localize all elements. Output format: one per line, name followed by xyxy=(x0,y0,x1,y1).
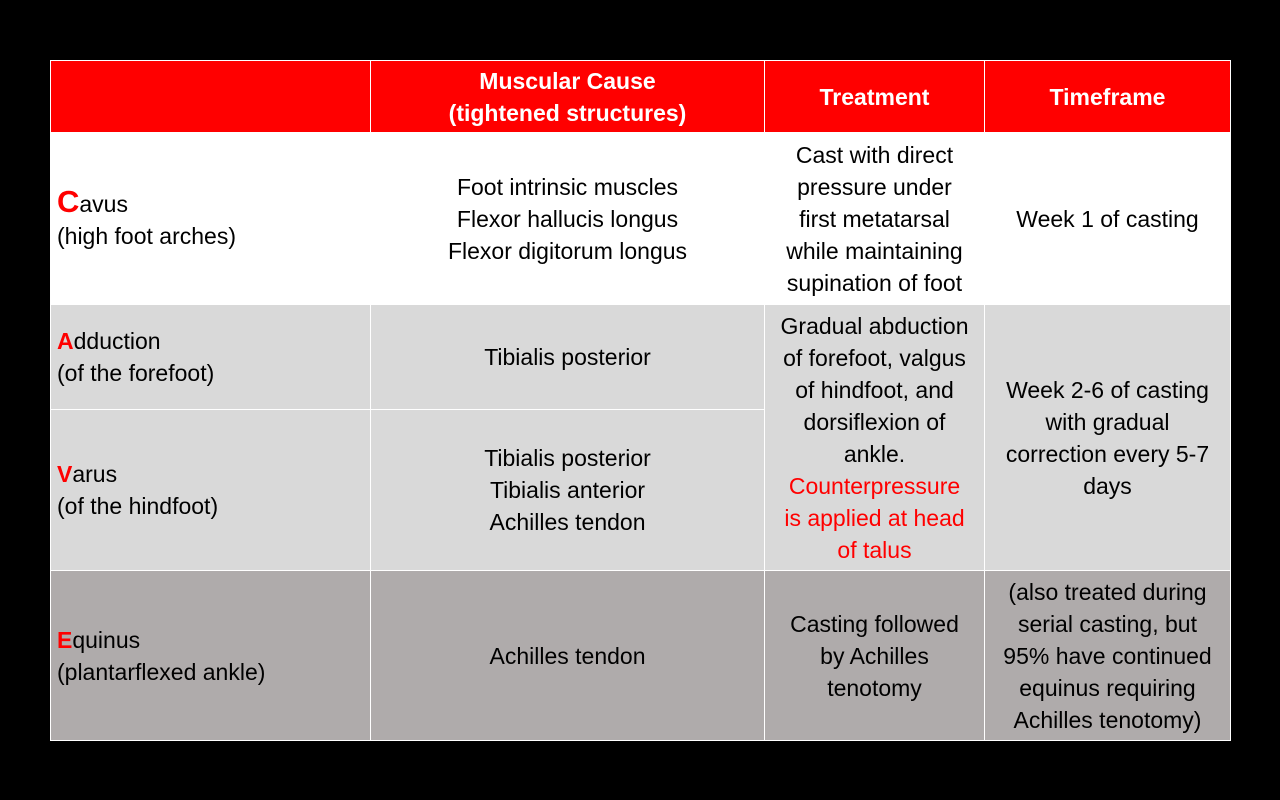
row-cavus xyxy=(51,133,1231,305)
cavus-treatment-line: while maintaining xyxy=(786,237,963,264)
cavus-cause-line: Foot intrinsic muscles xyxy=(456,173,679,200)
equinus-timeframe-line: equinus requiring xyxy=(1019,674,1196,701)
equinus-term: quinus xyxy=(72,626,141,653)
equinus-initial: E xyxy=(57,626,73,653)
varus-term: arus xyxy=(72,461,118,487)
cavus-term: avus xyxy=(79,190,128,217)
equinus-timeframe-line: serial casting, but xyxy=(1018,610,1197,637)
varus-name-cell xyxy=(51,410,371,571)
varus-initial: V xyxy=(57,461,73,487)
cavus-description: (high foot arches) xyxy=(57,222,236,249)
equinus-timeframe-cell xyxy=(985,571,1231,741)
adduction-cause-cell: Tibialis posterior xyxy=(371,305,765,410)
equinus-name-cell xyxy=(51,571,371,741)
shared-treatment-line: ankle. xyxy=(843,440,906,467)
equinus-description: (plantarflexed ankle) xyxy=(57,658,266,685)
header-blank-cell xyxy=(51,61,371,133)
header-muscular-cause-line1: Muscular Cause xyxy=(479,67,656,94)
equinus-cause-cell: Achilles tendon xyxy=(371,571,765,741)
adduction-initial: A xyxy=(57,328,74,354)
varus-description: (of the hindfoot) xyxy=(57,493,219,519)
shared-timeframe-line: with gradual xyxy=(1045,408,1170,435)
cavus-timeframe-cell: Week 1 of casting xyxy=(985,133,1231,305)
cavus-treatment-line: first metatarsal xyxy=(799,205,950,232)
equinus-treatment-cell xyxy=(765,571,985,741)
row-equinus xyxy=(51,571,1231,741)
adduction-name-cell xyxy=(51,305,371,410)
shared-treatment-cell xyxy=(765,305,985,571)
cavus-treatment-line: pressure under xyxy=(797,173,952,200)
equinus-treatment-line: by Achilles xyxy=(820,642,929,669)
cavus-cause-line: Flexor hallucis longus xyxy=(456,205,679,232)
header-treatment: Treatment xyxy=(765,61,985,133)
header-row xyxy=(51,61,1231,133)
shared-timeframe-line: days xyxy=(1083,472,1132,499)
adduction-term: dduction xyxy=(73,328,161,354)
shared-treatment-line: of forefoot, valgus xyxy=(783,344,966,371)
row-adduction xyxy=(51,305,1231,410)
counterpressure-note: Counterpressure xyxy=(788,472,961,499)
clubfoot-table xyxy=(50,60,1231,741)
shared-timeframe-cell xyxy=(985,305,1231,571)
varus-cause-line: Tibialis posterior xyxy=(484,445,651,471)
header-muscular-cause-line2: (tightened structures) xyxy=(448,99,687,126)
equinus-timeframe-line: Achilles tenotomy) xyxy=(1013,706,1202,733)
cavus-cause-cell xyxy=(371,133,765,305)
varus-cause-line: Tibialis anterior xyxy=(489,477,646,503)
equinus-treatment-line: Casting followed xyxy=(790,610,959,637)
shared-treatment-line: dorsiflexion of xyxy=(803,408,946,435)
varus-cause-line: Achilles tendon xyxy=(489,509,646,535)
varus-cause-cell xyxy=(371,410,765,571)
cavus-treatment-line: Cast with direct xyxy=(795,141,954,168)
cavus-initial: C xyxy=(57,183,80,219)
cavus-treatment-cell xyxy=(765,133,985,305)
shared-treatment-line: Gradual abduction xyxy=(780,312,969,339)
cavus-treatment-line: supination of foot xyxy=(786,269,963,296)
shared-treatment-line: of hindfoot, and xyxy=(795,376,954,403)
counterpressure-note: is applied at head xyxy=(784,504,965,531)
counterpressure-note: of talus xyxy=(837,536,912,563)
equinus-timeframe-line: 95% have continued xyxy=(1003,642,1212,669)
cavus-name-cell xyxy=(51,133,371,305)
adduction-description: (of the forefoot) xyxy=(57,360,215,386)
header-timeframe: Timeframe xyxy=(985,61,1231,133)
shared-timeframe-line: Week 2-6 of casting xyxy=(1006,376,1209,403)
equinus-treatment-line: tenotomy xyxy=(827,674,922,701)
cavus-cause-line: Flexor digitorum longus xyxy=(447,237,688,264)
header-muscular-cause xyxy=(371,61,765,133)
shared-timeframe-line: correction every 5-7 xyxy=(1005,440,1210,467)
equinus-timeframe-line: (also treated during xyxy=(1008,578,1207,605)
